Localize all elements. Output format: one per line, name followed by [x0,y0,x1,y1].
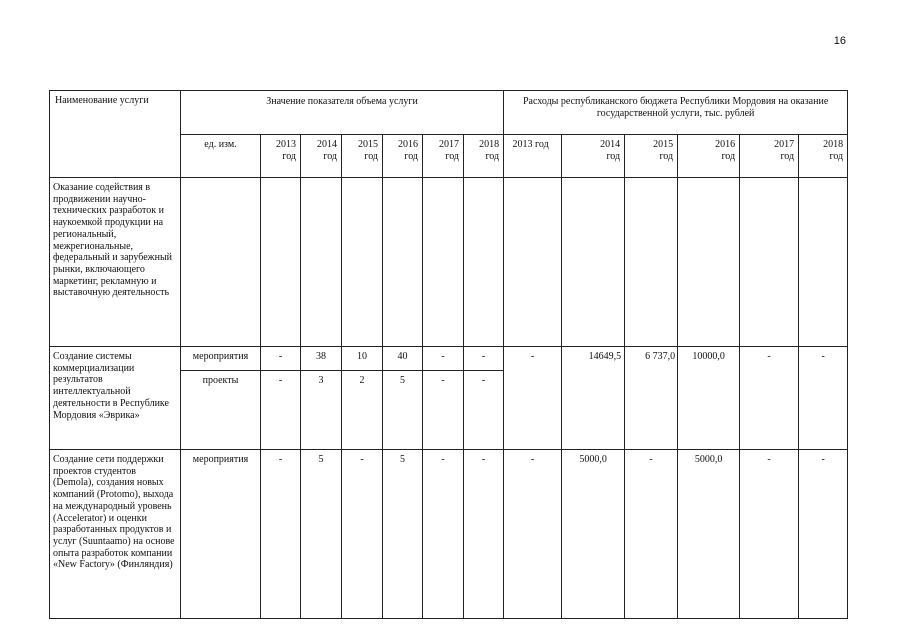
value-cell: - [464,347,504,371]
header-expense-year: 2016 год [678,135,740,178]
value-cell: - [464,371,504,450]
empty-cell [301,178,342,347]
expense-cell: - [740,347,799,450]
value-cell: 5 [301,450,342,619]
header-expense-year: 2015 год [625,135,678,178]
value-cell: - [261,450,301,619]
header-row-groups [50,91,848,135]
header-volume-year: 2017 год [423,135,464,178]
empty-cell [383,178,423,347]
empty-cell [799,178,848,347]
unit-cell: проекты [181,371,261,450]
empty-cell [562,178,625,347]
value-cell: - [342,450,383,619]
value-cell: 10 [342,347,383,371]
header-expense-year: 2017 год [740,135,799,178]
value-cell: 38 [301,347,342,371]
header-expense-year: 2014 год [562,135,625,178]
value-cell: 2 [342,371,383,450]
header-unit: ед. изм. [181,135,261,178]
value-cell: - [423,450,464,619]
service-name-cell: Создание системы коммерциализации результатов интеллектуальной деятельности в Республике Мордовия «Эврика» [50,347,181,450]
header-expense-group: Расходы республиканского бюджета Республики Мордовия на оказание государственной услуги, тыс. рублей [504,91,848,135]
header-volume-year: 2018 год [464,135,504,178]
expense-cell: 5000,0 [562,450,625,619]
empty-cell [678,178,740,347]
header-volume-year: 2014 год [301,135,342,178]
expense-cell: 6 737,0 [625,347,678,450]
expense-cell: - [504,450,562,619]
empty-cell [504,178,562,347]
header-service-name: Наименование услуги [50,91,181,178]
value-cell: 40 [383,347,423,371]
unit-cell: мероприятия [181,450,261,619]
empty-cell [423,178,464,347]
table-row [50,450,848,619]
expense-cell: - [625,450,678,619]
empty-cell [740,178,799,347]
value-cell: - [261,347,301,371]
header-volume-year: 2015 год [342,135,383,178]
header-volume-group: Значение показателя объема услуги [181,91,504,135]
value-cell: - [423,371,464,450]
service-name-cell: Создание сети поддержки проектов студентов (Demola), создания новых компаний (Protomo), выхода на международный уровень (Accelerator) и оценки разработанных продуктов и услуг (Suuntaamo) на основе опыта разработок компании «New Factory» (Финляндия) [50,450,181,619]
value-cell: - [464,450,504,619]
empty-cell [625,178,678,347]
unit-cell: мероприятия [181,347,261,371]
empty-cell [181,178,261,347]
header-volume-year: 2013 год [261,135,301,178]
expense-cell: - [799,450,848,619]
expense-cell: 14649,5 [562,347,625,450]
value-cell: - [423,347,464,371]
expense-cell: 5000,0 [678,450,740,619]
expense-cell: - [504,347,562,450]
service-name-cell: Оказание содействия в продвижении научно-технических разработок и наукоемкой продукции на региональный, межрегиональные, федеральный и зарубежный рынки, включающего маркетинг, рекламную и выставочную деятельность [50,178,181,347]
header-expense-year: 2013 год [504,135,562,178]
header-expense-year: 2018 год [799,135,848,178]
table-row [50,178,848,347]
value-cell: - [261,371,301,450]
value-cell: 3 [301,371,342,450]
value-cell: 5 [383,450,423,619]
value-cell: 5 [383,371,423,450]
empty-cell [342,178,383,347]
empty-cell [464,178,504,347]
table-row [50,347,848,371]
page-number: 16 [833,35,846,47]
header-volume-year: 2016 год [383,135,423,178]
expense-cell: - [740,450,799,619]
empty-cell [261,178,301,347]
expense-cell: 10000,0 [678,347,740,450]
services-table [49,90,848,619]
expense-cell: - [799,347,848,450]
